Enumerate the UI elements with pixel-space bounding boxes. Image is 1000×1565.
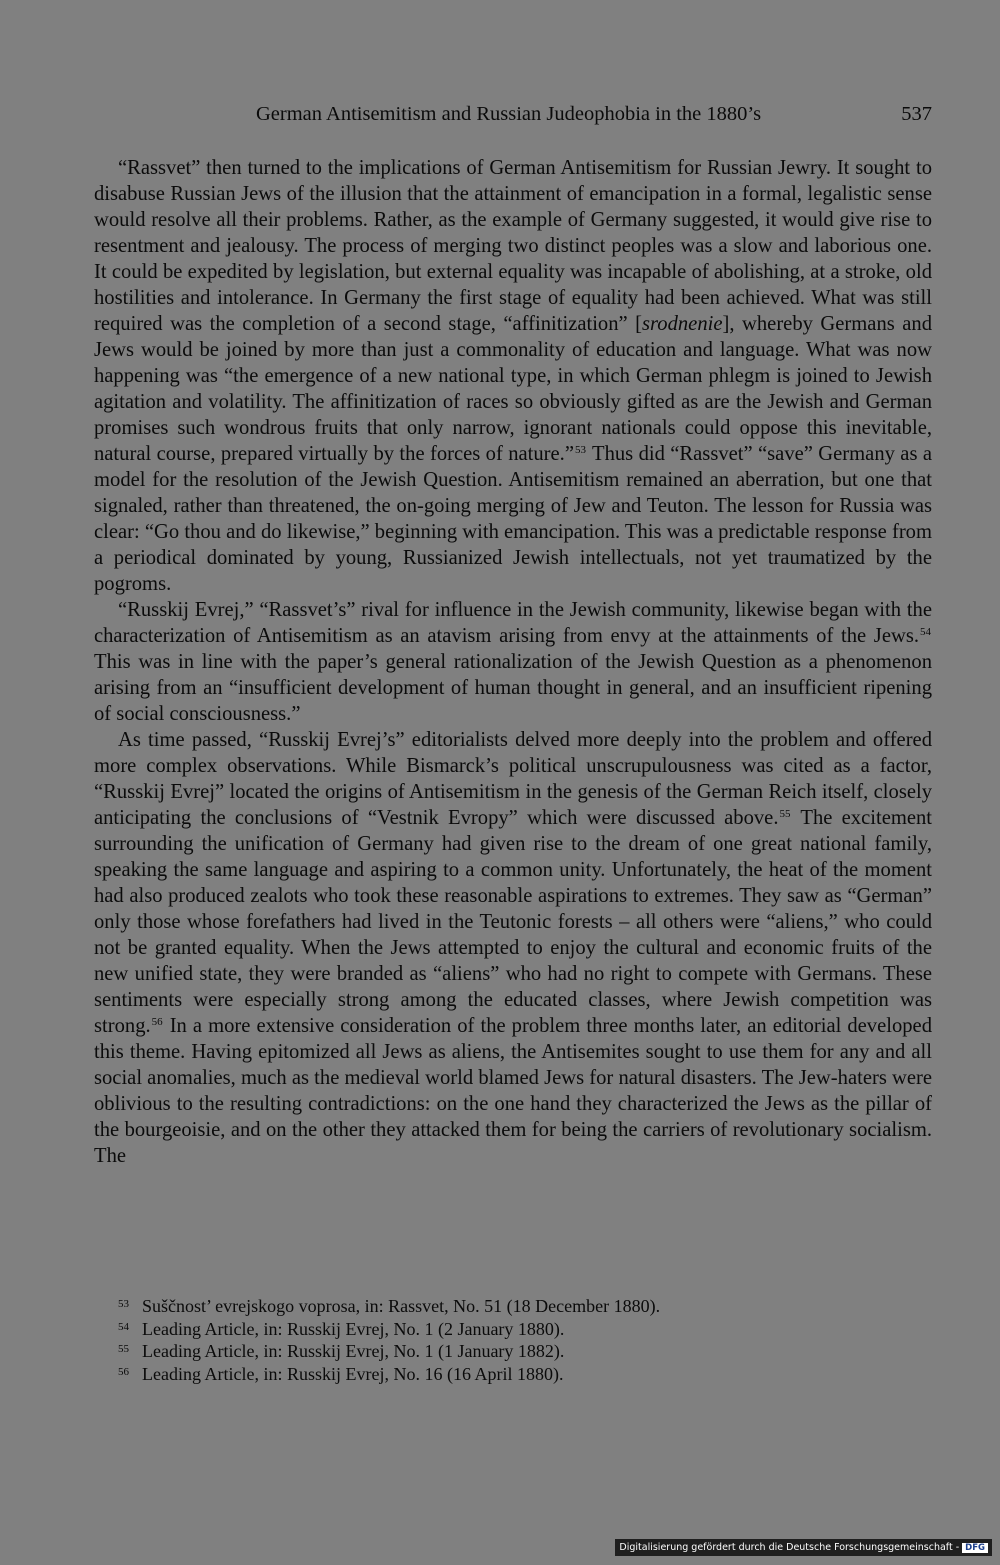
footnote-ref-56[interactable]: 56	[151, 1016, 163, 1028]
footnote	[118, 1339, 878, 1362]
footnote-text: Leading Article, in: Russkij Evrej, No. 1 (1 January 1882).	[142, 1341, 565, 1361]
digitization-notice	[615, 1539, 992, 1556]
footnote	[118, 1317, 878, 1340]
footnote-text: Suščnost’ evrejskogo voprosa, in: Rassvet, No. 51 (18 December 1880).	[142, 1296, 661, 1316]
running-title: German Antisemitism and Russian Judeophobia in the 1880’s	[256, 103, 762, 125]
paragraph-text: This was in line with the paper’s general rationalization of the Jewish Question as a phenomenon arising from an “insufficient development of human thought in general, and an insufficient ripening of social consciousness.”	[94, 651, 932, 725]
footnote-ref-55[interactable]: 55	[779, 808, 791, 820]
paragraph-text: As time passed, “Russkij Evrej’s” editorialists delved more deeply into the problem and offered more complex observations. While Bismarck’s political unscrupulousness was cited as a factor, “Russkij Evrej” located the origins of Antisemitism in the genesis of the German Reich itself, closely anticipating the conclusions of “Vestnik Evropy” which were discussed above.	[94, 729, 932, 829]
footnote-text: Leading Article, in: Russkij Evrej, No. 1 (2 January 1880).	[142, 1318, 565, 1339]
footnote-ref-53[interactable]: 53	[574, 444, 586, 456]
dfg-logo-icon: DFG	[962, 1543, 988, 1553]
footnotes	[118, 1294, 878, 1384]
footnote-text: Leading Article, in: Russkij Evrej, No. 16 (16 April 1880).	[142, 1363, 564, 1384]
paragraph-text: In a more extensive consideration of the problem three months later, an editorial developed this theme. Having epitomized all Jews as aliens, the Antisemites sought to use them for any and all social anomalies, much as the medieval world blamed Jews for natural disasters. The Jew-haters were oblivious to the resulting contradictions: on the one hand they characterized the Jews as the pillar of the bourgeoisie, and on the other they attacked them for being the carriers of revolutionary socialism. The	[94, 1015, 932, 1167]
footnote	[118, 1294, 878, 1317]
body-text	[94, 155, 932, 1169]
digitization-text: Digitalisierung gefördert durch die Deutsche Forschungsgemeinschaft -	[619, 1542, 960, 1553]
paragraph-text: The excitement surrounding the unification of Germany had given rise to the dream of one great national family, speaking the same language and aspiring to a common unity. Unfortunately, the heat of the moment had also produced zealots who took these reasonable aspirations to extremes. They saw as “German” only those whose forefathers had lived in the Teutonic forests – all others were “aliens,” who could not be granted equality. When the Jews attempted to enjoy the cultural and economic fruits of the new unified state, they were branded as “aliens” who had no right to compete with Germans. These sentiments were especially strong among the educated classes, where Jewish competition was strong.	[94, 807, 933, 1037]
paragraph-text: “Rassvet” then turned to the implications of German Antisemitism for Russian Jewry. It sought to disabuse Russian Jews of the illusion that the attainment of emancipation in a formal, legalistic sense would resolve all their problems. Rather, as the example of Germany suggested, it would give rise to resentment and jealousy. The process of merging two distinct peoples was a slow and laborious one. It could be expedited by legislation, but external equality was incapable of abolishing, at a stroke, old hostilities and intolerance. In Germany the first stage of equality had been achieved. What was still required was the completion of a second stage, “affinitization” [	[94, 157, 932, 335]
paragraph-text: ], whereby Germans and Jews would be joined by more than just a commonality of education and language. What was now happening was “the emergence of a new national type, in which German phlegm is joined to Jewish agitation and volatility. The affinitization of races so obviously gifted as are the Jewish and German promises such wondrous fruits that only narrow, ignorant nationals could oppose this inevitable, natural course, prepared virtually by the forces of nature.”	[94, 313, 932, 465]
footnote	[118, 1362, 878, 1385]
paragraph-text: Thus did “Rassvet” “save” Germany as a model for the resolution of the Jewish Question. Antisemitism remained an aberration, but one that signaled, rather than threatened, the on-going merging of Jew and Teuton. The lesson for Russia was clear: “Go thou and do likewise,” beginning with emancipation. This was a predictable response from a periodical dominated by young, Russianized Jewish intellectuals, not yet traumatized by the pogroms.	[94, 443, 932, 595]
footnote-number: 56	[118, 1365, 129, 1378]
paragraph-2	[94, 597, 932, 727]
paragraph-1	[94, 155, 932, 597]
page-number: 537	[901, 103, 932, 125]
footnote-number: 55	[118, 1343, 129, 1355]
page-header	[256, 99, 932, 129]
footnote-number: 54	[118, 1320, 129, 1333]
italic-term: srodnenie	[642, 313, 723, 335]
paragraph-text: “Russkij Evrej,” “Rassvet’s” rival for influence in the Jewish community, likewise began with the characterization of Antisemitism as an atavism arising from envy at the attainments of the Jews.	[94, 599, 932, 647]
footnote-ref-54[interactable]: 54	[920, 626, 931, 638]
footnote-number: 53	[118, 1298, 129, 1310]
paragraph-3	[94, 727, 932, 1169]
